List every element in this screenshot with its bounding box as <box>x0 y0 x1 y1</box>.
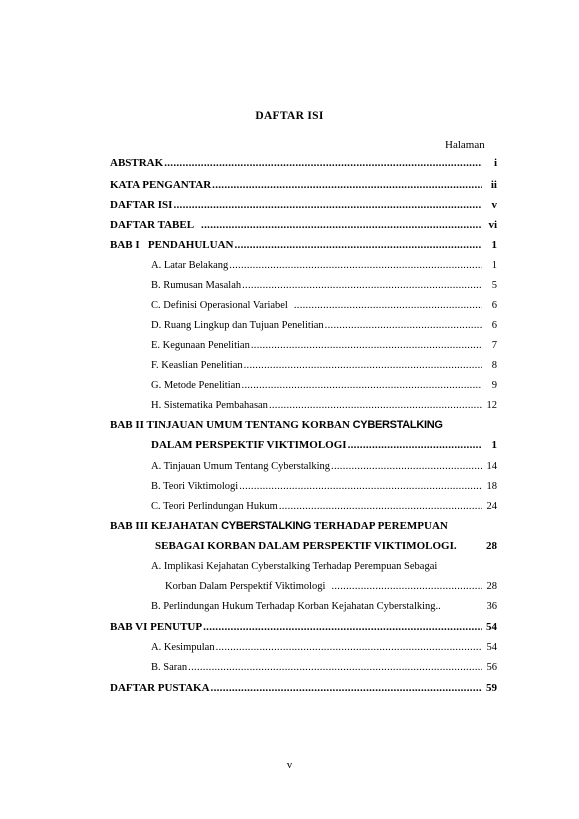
dot-leader <box>348 439 482 451</box>
toc-entry-teori-viktimologi[interactable] <box>151 481 497 492</box>
toc-entry-sistematika-pembahasan[interactable] <box>151 400 497 411</box>
toc-entry-label: Korban Dalam Perspektif Viktimologi <box>165 581 326 592</box>
dot-leader <box>234 239 482 251</box>
toc-entry-label: A. Implikasi Kejahatan Cyberstalking Terhadap Perempuan Sebagai <box>151 561 438 572</box>
toc-entry-page: 24 <box>486 501 497 512</box>
toc-entry-label: KATA PENGANTAR <box>110 179 212 191</box>
toc-entry-label: DALAM PERSPEKTIF VIKTIMOLOGI <box>151 439 347 451</box>
halaman-label: Halaman <box>445 139 485 151</box>
toc-entry-daftar-tabel[interactable] <box>110 219 497 231</box>
toc-entry-label: SEBAGAI KORBAN DALAM PERSPEKTIF VIKTIMOLOGI. <box>155 540 457 552</box>
toc-entry-implikasi-line-1[interactable] <box>151 561 437 572</box>
toc-entry-label: H. Sistematika Pembahasan <box>151 400 268 411</box>
toc-entry-label: A. Latar Belakang <box>151 260 229 271</box>
toc-entry-label: D. Ruang Lingkup dan Tujuan Penelitian <box>151 320 324 331</box>
toc-entry-bab-2-heading[interactable] <box>110 419 443 431</box>
toc-entry-page: v <box>491 199 497 211</box>
toc-entry-bab-3-heading[interactable] <box>110 520 448 532</box>
toc-entry-page: i <box>493 157 497 169</box>
toc-entry-page: 18 <box>486 481 497 492</box>
toc-entry-label: DAFTAR TABEL <box>110 219 195 231</box>
toc-entry-page: 6 <box>491 300 497 311</box>
dot-leader <box>244 360 482 371</box>
toc-entry-page: 1 <box>491 239 497 251</box>
toc-entry-bab-2-subtitle[interactable] <box>151 439 497 451</box>
dot-leader <box>203 621 482 633</box>
page-title: DAFTAR ISI <box>255 110 324 122</box>
dot-leader <box>331 581 482 592</box>
toc-entry-page: 1 <box>491 439 497 451</box>
toc-entry-page: 54 <box>486 642 497 653</box>
toc-entry-bab-3-subtitle[interactable] <box>155 540 497 552</box>
toc-entry-label: B. Rumusan Masalah <box>151 280 242 291</box>
toc-entry-metode-penelitian[interactable] <box>151 380 497 391</box>
dot-leader <box>242 280 482 291</box>
toc-entry-page: 36 <box>486 601 497 612</box>
dot-leader <box>239 481 482 492</box>
toc-entry-label: A. Tinjauan Umum Tentang Cyberstalking <box>151 461 331 472</box>
toc-entry-abstrak[interactable] <box>110 157 497 169</box>
dot-leader <box>269 400 482 411</box>
toc-entry-label: F. Keaslian Penelitian <box>151 360 243 371</box>
toc-entry-label: C. Teori Perlindungan Hukum <box>151 501 278 512</box>
toc-entry-label: B. Saran <box>151 662 188 673</box>
toc-entry-rumusan-masalah[interactable] <box>151 280 497 291</box>
toc-entry-label: BAB III KEJAHATAN <box>110 520 222 532</box>
toc-entry-label-emphasis: CYBERSTALKING <box>352 419 443 431</box>
toc-entry-label: TERHADAP PEREMPUAN <box>311 520 448 532</box>
toc-entry-label: G. Metode Penelitian <box>151 380 241 391</box>
toc-entry-label: BAB II TINJAUAN UMUM TENTANG KORBAN <box>110 419 353 431</box>
dot-leader <box>251 340 482 351</box>
toc-entry-page: 54 <box>486 621 497 633</box>
toc-entry-page: vi <box>488 219 497 231</box>
toc-entry-bab-1[interactable] <box>110 239 497 251</box>
toc-entry-label: ABSTRAK <box>110 157 164 169</box>
toc-entry-page: 8 <box>491 360 497 371</box>
toc-entry-implikasi-line-2[interactable] <box>165 581 497 592</box>
toc-entry-definisi-operasional[interactable] <box>151 300 497 311</box>
dot-leader <box>188 662 482 673</box>
toc-entry-page: 5 <box>491 280 497 291</box>
toc-entry-page: 9 <box>491 380 497 391</box>
toc-entry-page: ii <box>490 179 497 191</box>
toc-entry-bab-6[interactable] <box>110 621 497 633</box>
toc-entry-page: 59 <box>486 682 497 694</box>
toc-entry-teori-perlindungan-hukum[interactable] <box>151 501 497 512</box>
dot-leader <box>325 320 482 331</box>
toc-entry-page: 28 <box>486 540 497 552</box>
toc-entry-saran[interactable] <box>151 662 497 673</box>
toc-entry-kegunaan-penelitian[interactable] <box>151 340 497 351</box>
toc-entry-label: BAB VI PENUTUP <box>110 621 203 633</box>
toc-entry-kata-pengantar[interactable] <box>110 179 497 191</box>
dot-leader <box>212 179 482 191</box>
dot-leader <box>331 461 482 472</box>
toc-entry-label-emphasis: CYBERSTALKING <box>221 520 312 532</box>
dot-leader <box>164 157 482 169</box>
toc-entry-page: 1 <box>491 260 497 271</box>
toc-entry-perlindungan-hukum-korban[interactable] <box>151 601 497 612</box>
toc-entry-ruang-lingkup[interactable] <box>151 320 497 331</box>
dot-leader <box>201 219 482 231</box>
toc-entry-label: DAFTAR ISI <box>110 199 173 211</box>
toc-entry-page: 6 <box>491 320 497 331</box>
toc-entry-page: 56 <box>486 662 497 673</box>
dot-leader <box>173 199 482 211</box>
page-number: v <box>286 759 293 771</box>
toc-entry-page: 7 <box>491 340 497 351</box>
toc-entry-label: BAB I PENDAHULUAN <box>110 239 234 251</box>
toc-entry-kesimpulan[interactable] <box>151 642 497 653</box>
toc-entry-label: B. Teori Viktimologi <box>151 481 239 492</box>
toc-entry-label: DAFTAR PUSTAKA <box>110 682 210 694</box>
toc-entry-daftar-pustaka[interactable] <box>110 682 497 694</box>
dot-leader <box>216 642 482 653</box>
dot-leader <box>242 380 482 391</box>
toc-entry-latar-belakang[interactable] <box>151 260 497 271</box>
toc-entry-label: C. Definisi Operasional Variabel <box>151 300 288 311</box>
toc-entry-tinjauan-cyberstalking[interactable] <box>151 461 497 472</box>
toc-entry-keaslian-penelitian[interactable] <box>151 360 497 371</box>
toc-entry-page: 12 <box>486 400 497 411</box>
toc-entry-label: E. Kegunaan Penelitian <box>151 340 250 351</box>
toc-entry-page: 28 <box>486 581 497 592</box>
dot-leader <box>211 682 482 694</box>
dot-leader <box>294 300 482 311</box>
toc-entry-page: 14 <box>486 461 497 472</box>
dot-leader <box>229 260 482 271</box>
toc-entry-label: B. Perlindungan Hukum Terhadap Korban Kejahatan Cyberstalking.. <box>151 601 441 612</box>
toc-entry-label: A. Kesimpulan <box>151 642 215 653</box>
toc-entry-daftar-isi[interactable] <box>110 199 497 211</box>
dot-leader <box>279 501 482 512</box>
